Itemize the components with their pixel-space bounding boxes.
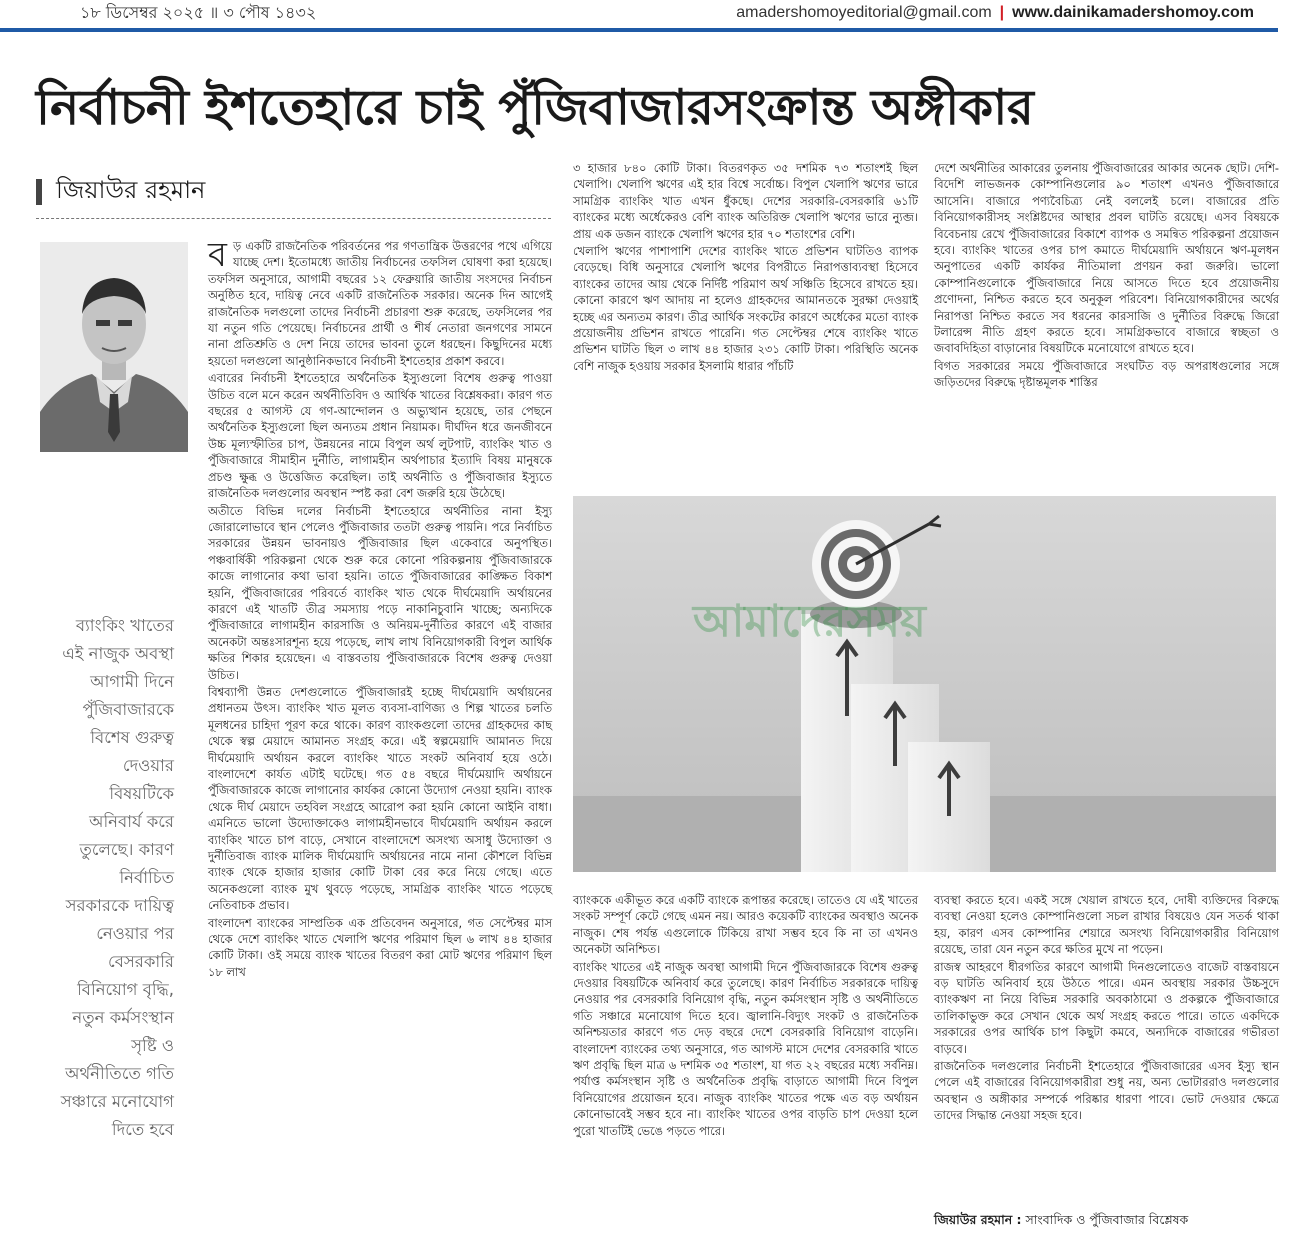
article-illustration: [573, 496, 1276, 872]
paragraph: ড় একটি রাজনৈতিক পরিবর্তনের পর গণতান্ত্রিক উত্তরণের পথে এগিয়ে যাচ্ছে দেশ। ইতোমধ্যে জাতীয় নির্বাচনের তফসিল ঘোষণা করা হয়েছে। তফসিল অনুসারে, আগামী বছরের ১২ ফেব্রুয়ারি জাতীয় সংসদের নির্বাচন অনুষ্ঠিত হবে, দায়িত্ব নেবে একটি রাজনৈতিক সরকার। অনেক দিন আগেই রাজনৈতিক দলগুলো তাদের নির্বাচনী প্রচারণা শুরু করেছে, তফসিলের পর যা নতুন গতি পেয়েছে। নির্বাচনের প্রার্থী ও শীর্ষ নেতারা জনগণের সামনে নানা প্রতিশ্রুতি ও দেশ নিয়ে তাদের ভাবনা তুলে ধরছেন। কিছুদিনের মধ্যে হয়তো দলগুলো আনুষ্ঠানিকভাবে নির্বাচনী ইশতেহার প্রকাশ করবে।: [208, 239, 552, 368]
watermark-logo: আমাদেরসময়: [693, 596, 926, 647]
pull-quote-line: নতুন কর্মসংস্থান: [72, 1008, 174, 1027]
paragraph: ৩ হাজার ৮৪০ কোটি টাকা। বিতরণকৃত ৩৫ দশমিক ৭৩ শতাংশই ছিল খেলাপি। খেলাপি ঋণের এই হার বিশ্বে সর্বোচ্চ। বিপুল খেলাপি ঋণের ভারে সামগ্রিক ব্যাংকিং খাত এখন ধুঁকছে। দেশের সরকারি-বেসরকারি ৬১টি ব্যাংকের মধ্যে অর্ধেকেরও বেশি ব্যাংক অতিরিক্ত খেলাপি ঋণের ভারে ন্যুব্জ। প্রায় এক ডজন ব্যাংকে খেলাপি ঋণের হার ৭০ শতাংশের বেশি।: [573, 161, 918, 241]
author-portrait-illustration: [40, 242, 188, 452]
article-column-1: [208, 235, 552, 1250]
pull-quote-line: দিতে হবে: [111, 1120, 174, 1139]
paragraph: এবারের নির্বাচনী ইশতেহারে অর্থনৈতিক ইস্যুগুলো বিশেষ গুরুত্ব পাওয়া উচিত বলে মনে করেন অর্থনীতিবিদ ও আর্থিক খাতের বিশ্লেষকরা। কারণ গত বছরের ৫ আগস্ট যে গণ-আন্দোলন ও অভ্যুত্থান হয়েছে, তার পেছনে অর্থনৈতিক ইস্যুগুলো ছিল অন্যতম প্রধান নিয়ামক। দীর্ঘদিন ধরে জনজীবনে উচ্চ মূল্যস্ফীতির চাপ, উন্নয়নের নামে বিপুল অর্থ লুটপাট, ব্যাংকিং খাত ও পুঁজিবাজারে সীমাহীন দুর্নীতি, লাগামহীন অর্থপাচার ইত্যাদি বিষয় মানুষকে প্রচণ্ড ক্ষুব্ধ ও উত্তেজিত করেছিল। তাই অর্থনীতি ও পুঁজিবাজার ইস্যুতে রাজনৈতিক দলগুলোর অবস্থান স্পষ্ট করা বেশ জরুরি হয়ে উঠেছে।: [208, 371, 552, 501]
paragraph: রাজনৈতিক দলগুলোর নির্বাচনী ইশতেহারে পুঁজিবাজারের এসব ইস্যু স্থান পেলে এই বাজারের বিনিয়োগকারীরা শুধু নয়, অন্য ভোটাররাও দলগুলোর অবস্থান ও অঙ্গীকার সম্পর্কে পরিষ্কার ধারণা পাবে। ভোট দেওয়ার ক্ষেত্রে তাদের সিদ্ধান্ত নেওয়া সহজ হবে।: [934, 1059, 1279, 1123]
contact-separator: |: [999, 4, 1005, 21]
article-column-5: [934, 892, 1279, 1212]
paragraph: অতীতে বিভিন্ন দলের নির্বাচনী ইশতেহারে অর্থনীতির নানা ইস্যু জোরালোভাবে স্থান পেলেও পুঁজিবাজার ততটা গুরুত্ব পায়নি। পরে নির্বাচিত সরকারের উন্নয়ন ভাবনায়ও পুঁজিবাজার ছিল একেবারে অনুপস্থিত। পঞ্চবার্ষিকী পরিকল্পনা থেকে শুরু করে কোনো পরিকল্পনায় পুঁজিবাজারকে কাজে লাগানোর কথা ভাবা হয়নি। তাতে পুঁজিবাজারের কাঙ্ক্ষিত বিকাশ হয়নি, পুঁজিবাজারের পরিবর্তে ব্যাংকিং খাত থেকে দীর্ঘমেয়াদি অর্থায়নের কারণে এই খাতটি তীব্র সমস্যায় পড়ে নাকানিচুবানি খাচ্ছে; অন্যদিকে পুঁজিবাজারে লাগামহীন কারসাজি ও অনিয়ম-দুর্নীতির কারণে এই বাজার অনেকটা অন্তঃসারশূন্য হয়ে পড়েছে, লাখ লাখ বিনিয়োগকারী বিপুল আর্থিক ক্ষতির শিকার হয়েছেন। এ বাস্তবতায় পুঁজিবাজারকে বিশেষ গুরুত্ব দেওয়া উচিত।: [208, 503, 552, 682]
paragraph: বাংলাদেশ ব্যাংকের সাম্প্রতিক এক প্রতিবেদন অনুসারে, গত সেপ্টেম্বর মাস থেকে দেশে ব্যাংকিং খাতে খেলাপি ঋণের পরিমাণ ছিল ৬ লাখ ৪৪ হাজার কোটি টাকা। ওই সময়ে ব্যাংক খাতের বিতরণ করা মোট ঋণের পরিমাণ ছিল ১৮ লাখ: [208, 915, 552, 979]
paragraph: দেশে অর্থনীতির আকারের তুলনায় পুঁজিবাজারের আকার অনেক ছোট। দেশি-বিদেশি লাভজনক কোম্পানিগুলোর ৯০ শতাংশ এখনও পুঁজিবাজারে আসেনি। বাজারে পণ্যবৈচিত্র্য নেই বললেই চলে। বাজারের প্রতি বিনিয়োগকারীসহ সংশ্লিষ্টদের আস্থার প্রবল ঘাটতি রয়েছে। এসব বিষয়কে বিবেচনায় রেখে পুঁজিবাজারের বিকাশে ব্যাপক ও সমন্বিত পরিকল্পনা প্রয়োজন হবে। ব্যাংকিং খাতের ওপর চাপ কমাতে দীর্ঘমেয়াদি অর্থায়নে ঋণ-মূলধন অনুপাতের একটি কার্যকর নীতিমালা প্রণয়ন করা জরুরি। ভালো কোম্পানিগুলোকে পুঁজিবাজারে নিয়ে আসতে দিতে হবে প্রয়োজনীয় প্রণোদনা, নিশ্চিত করতে হবে অনুকূল পরিবেশ। বিনিয়োগকারীদের অর্থের নিরাপত্তা নিশ্চিত করতে সব ধরনের কারসাজি ও দুর্নীতির বিরুদ্ধে জিরো টলারেন্স নীতি গ্রহণ করতে হবে। সামগ্রিকভাবে বাজারে স্বচ্ছতা ও জবাবদিহিতা বাড়ানোর বিষয়টিকে মনোযোগে রাখতে হবে।: [934, 161, 1279, 356]
website-link[interactable]: www.dainikamadershomoy.com: [1012, 4, 1254, 21]
pull-quote-line: সঞ্চারে মনোযোগ: [60, 1092, 174, 1111]
masthead-rule: [0, 28, 1278, 32]
byline: [36, 174, 556, 210]
byline-bar: [36, 179, 42, 205]
pull-quote-line: নির্বাচিত: [119, 868, 174, 887]
paragraph: বিশ্বব্যাপী উন্নত দেশগুলোতে পুঁজিবাজারই হচ্ছে দীর্ঘমেয়াদি অর্থায়নের প্রধানতম উৎস। ব্যাংকিং খাত মূলত ব্যবসা-বাণিজ্য ও শিল্প খাতের চলতি মূলধনের চাহিদা পূরণ করে থাকে। কারণ ব্যাংকগুলো তাদের গ্রাহকদের কাছ থেকে স্বল্প মেয়াদে আমানত সংগ্রহ করে। এই স্বল্পমেয়াদি আমানত দিয়ে দীর্ঘমেয়াদি অর্থায়ন করলে ব্যাংকিং খাতে সংকট অনিবার্য হয়ে ওঠে। বাংলাদেশে কার্যত এটাই ঘটেছে। গত ৫৪ বছরে দীর্ঘমেয়াদি অর্থায়নে পুঁজিবাজারকে কাজে লাগানোর কার্যকর কোনো উদ্যোগ নেওয়া হয়নি। ব্যাংক থেকে দীর্ঘ মেয়াদে তহবিল সংগ্রহে আরোপ করা হয়নি কোনো আইনি বাধা। এমনিতে ভালো উদ্যোক্তাকেও লাগামহীনভাবে দীর্ঘমেয়াদি অর্থায়ন করলে ব্যাংকিং খাতে চাপ বাড়ে, সেখানে বাংলাদেশে অসংখ্য অসাধু উদ্যোক্তা ও দুর্নীতিবাজ ব্যাংক মালিক দীর্ঘমেয়াদি অর্থায়নের নামে নানা কৌশলে বিভিন্ন ব্যাংক থেকে হাজার হাজার কোটি টাকা বের করে নিয়ে গেছে। এতে অনেকগুলো ব্যাংক মুখ থুবড়ে পড়েছে, সামগ্রিক ব্যাংকিং খাতে পড়েছে নেতিবাচক প্রভাব।: [208, 684, 552, 913]
pull-quote-line: সরকারকে দায়িত্ব: [65, 896, 174, 915]
byline-divider: [36, 218, 551, 219]
article-column-4: [573, 892, 918, 1242]
pull-quote-line: এই নাজুক অবস্থা: [62, 644, 174, 663]
issue-date: ১৮ ডিসেম্বর ২০২৫ ॥ ৩ পৌষ ১৪৩২: [80, 3, 317, 22]
pull-quote-line: তুলেছে। কারণ: [79, 840, 174, 859]
pull-quote: [34, 612, 174, 1139]
pull-quote-line: বিনিয়োগ বৃদ্ধি,: [77, 980, 174, 999]
pull-quote-line: বেসরকারি: [108, 952, 174, 971]
pull-quote-line: দেওয়ার: [122, 756, 174, 775]
pull-quote-line: সৃষ্টি ও: [131, 1036, 174, 1055]
contact-info: [736, 4, 1254, 22]
paragraph: ব্যাংকিং খাতের এই নাজুক অবস্থা আগামী দিনে পুঁজিবাজারকে বিশেষ গুরুত্ব দেওয়ার বিষয়টিকে অনিবার্য করে তুলেছে। কারণ নির্বাচিত সরকারকে দায়িত্ব নেওয়ার পর বেসরকারি বিনিয়োগ বৃদ্ধি, নতুন কর্মসংস্থান সৃষ্টি ও অর্থনীতিতে গতি সঞ্চারে মনোযোগ দিতে হবে। জ্বালানি-বিদ্যুৎ সংকট ও রাজনৈতিক অনিশ্চয়তার কারণে গত দেড় বছরে দেশে বেসরকারি বিনিয়োগ বাড়েনি। বাংলাদেশ ব্যাংকের তথ্য অনুসারে, গত আগস্ট মাসে দেশের বেসরকারি খাতে ঋণ প্রবৃদ্ধি ছিল মাত্র ৬ দশমিক ৩৫ শতাংশ, যা গত ২২ বছরের মধ্যে সর্বনিম্ন। পর্যাপ্ত কর্মসংস্থান সৃষ্টি ও অর্থনৈতিক প্রবৃদ্ধি বাড়াতে আগামী দিনে বিপুল বিনিয়োগের প্রয়োজন হবে। নাজুক ব্যাংকিং খাতের পক্ষে এত বড় অর্থায়ন কোনোভাবেই সম্ভব হবে না। ব্যাংকিং খাতের ওপর বাড়তি চাপ দেওয়া হলে পুরো খাতটিই ভেঙে পড়তে পারে।: [573, 959, 918, 1138]
paragraph: ব্যবস্থা করতে হবে। একই সঙ্গে খেয়াল রাখতে হবে, দোষী ব্যক্তিদের বিরুদ্ধে ব্যবস্থা নেওয়া হলেও কোম্পানিগুলো সচল রাখার বিষয়েও যেন সতর্ক থাকা হয়, কারণ এসব কোম্পানির শেয়ারে অসংখ্য বিনিয়োগকারীর বিনিয়োগ রয়েছে, তারা যেন নতুন করে ক্ষতির মুখে না পড়েন।: [934, 893, 1279, 957]
signature-name: জিয়াউর রহমান :: [934, 1212, 1022, 1227]
pull-quote-line: বিষয়টিকে: [109, 784, 174, 803]
pull-quote-line: বিশেষ গুরুত্ব: [90, 728, 174, 747]
author-photo: [40, 242, 188, 452]
pull-quote-line: ব্যাংকিং খাতের: [75, 616, 174, 635]
pull-quote-line: অনিবার্য করে: [89, 812, 174, 831]
pull-quote-line: আগামী দিনে: [90, 672, 174, 691]
pull-quote-line: পুঁজিবাজারকে: [82, 700, 174, 719]
paragraph: বিগত সরকারের সময়ে পুঁজিবাজারে সংঘটিত বড় অপরাধগুলোর সঙ্গে জড়িতদের বিরুদ্ধে দৃষ্টান্তমূলক শাস্তির: [934, 358, 1279, 390]
editorial-email[interactable]: amadershomoyeditorial@gmail.com: [736, 4, 992, 21]
pull-quote-line: নেওয়ার পর: [96, 924, 174, 943]
article-column-3: [934, 160, 1279, 484]
target-steps-illustration: [573, 496, 1276, 872]
pull-quote-line: অর্থনীতিতে গতি: [65, 1064, 174, 1083]
article-headline: নির্বাচনী ইশতেহারে চাই পুঁজিবাজারসংক্রান্ত অঙ্গীকার: [36, 78, 1034, 136]
paragraph: খেলাপি ঋণের পাশাপাশি দেশের ব্যাংকিং খাতে প্রভিশন ঘাটতিও ব্যাপক বেড়েছে। বিধি অনুসারে খেলাপি ঋণের বিপরীতে নিরাপত্তাব্যবস্থা হিসেবে ব্যাংকের তাদের আয় থেকে নির্দিষ্ট পরিমাণ অর্থ সঞ্চিতি হিসেবে রাখতে হয়। কোনো কারণে ঋণ আদায় না হলেও গ্রাহকদের আমানতকে সুরক্ষা দেওয়াই হচ্ছে এর অন্যতম কারণ। তীব্র আর্থিক সংকটের কারণে অর্ধেকের মতো ব্যাংক প্রয়োজনীয় প্রভিশন রাখতে পারেনি। গত সেপ্টেম্বর শেষে ব্যাংকিং খাতে প্রভিশন ঘাটতি ছিল ৩ লাখ ৪৪ হাজার ২৩১ কোটি টাকা। পরিস্থিতি অনেক বেশি নাজুক হওয়ায় সরকার ইসলামি ধারার পাঁচটি: [573, 244, 918, 373]
paragraph: ব্যাংককে একীভূত করে একটি ব্যাংকে রূপান্তর করেছে। তাতেও যে এই খাতের সংকট সম্পূর্ণ কেটে গেছে এমন নয়। আরও কয়েকটি ব্যাংকের অবস্থাও অনেক নাজুক। শেষ পর্যন্ত এগুলোকে টিকিয়ে রাখা সম্ভব হবে কি না তা এখনও অনেকটা অনিশ্চিত।: [573, 893, 918, 957]
article-column-2: [573, 160, 918, 484]
paragraph: রাজস্ব আহরণে ধীরগতির কারণে আগামী দিনগুলোতেও বাজেট বাস্তবায়নে বড় ঘাটতি অনিবার্য হয়ে উঠতে পারে। এমন অবস্থায় সরকার উচ্চসুদে ব্যাংকঋণ না নিয়ে বিভিন্ন সরকারি অবকাঠামো ও প্রকল্পকে পুঁজিবাজারে তালিকাভুক্ত করে সেখান থেকে অর্থ সংগ্রহ করতে পারে। তাতে একদিকে সরকারের ওপর আর্থিক চাপ কিছুটা কমবে, অন্যদিকে বাজারের গভীরতা বাড়বে।: [934, 959, 1279, 1056]
author-name: জিয়াউর রহমান: [56, 176, 206, 204]
drop-cap: ব: [208, 235, 227, 275]
author-signature: [934, 1212, 1279, 1232]
signature-role: সাংবাদিক ও পুঁজিবাজার বিশ্লেষক: [1025, 1212, 1189, 1227]
